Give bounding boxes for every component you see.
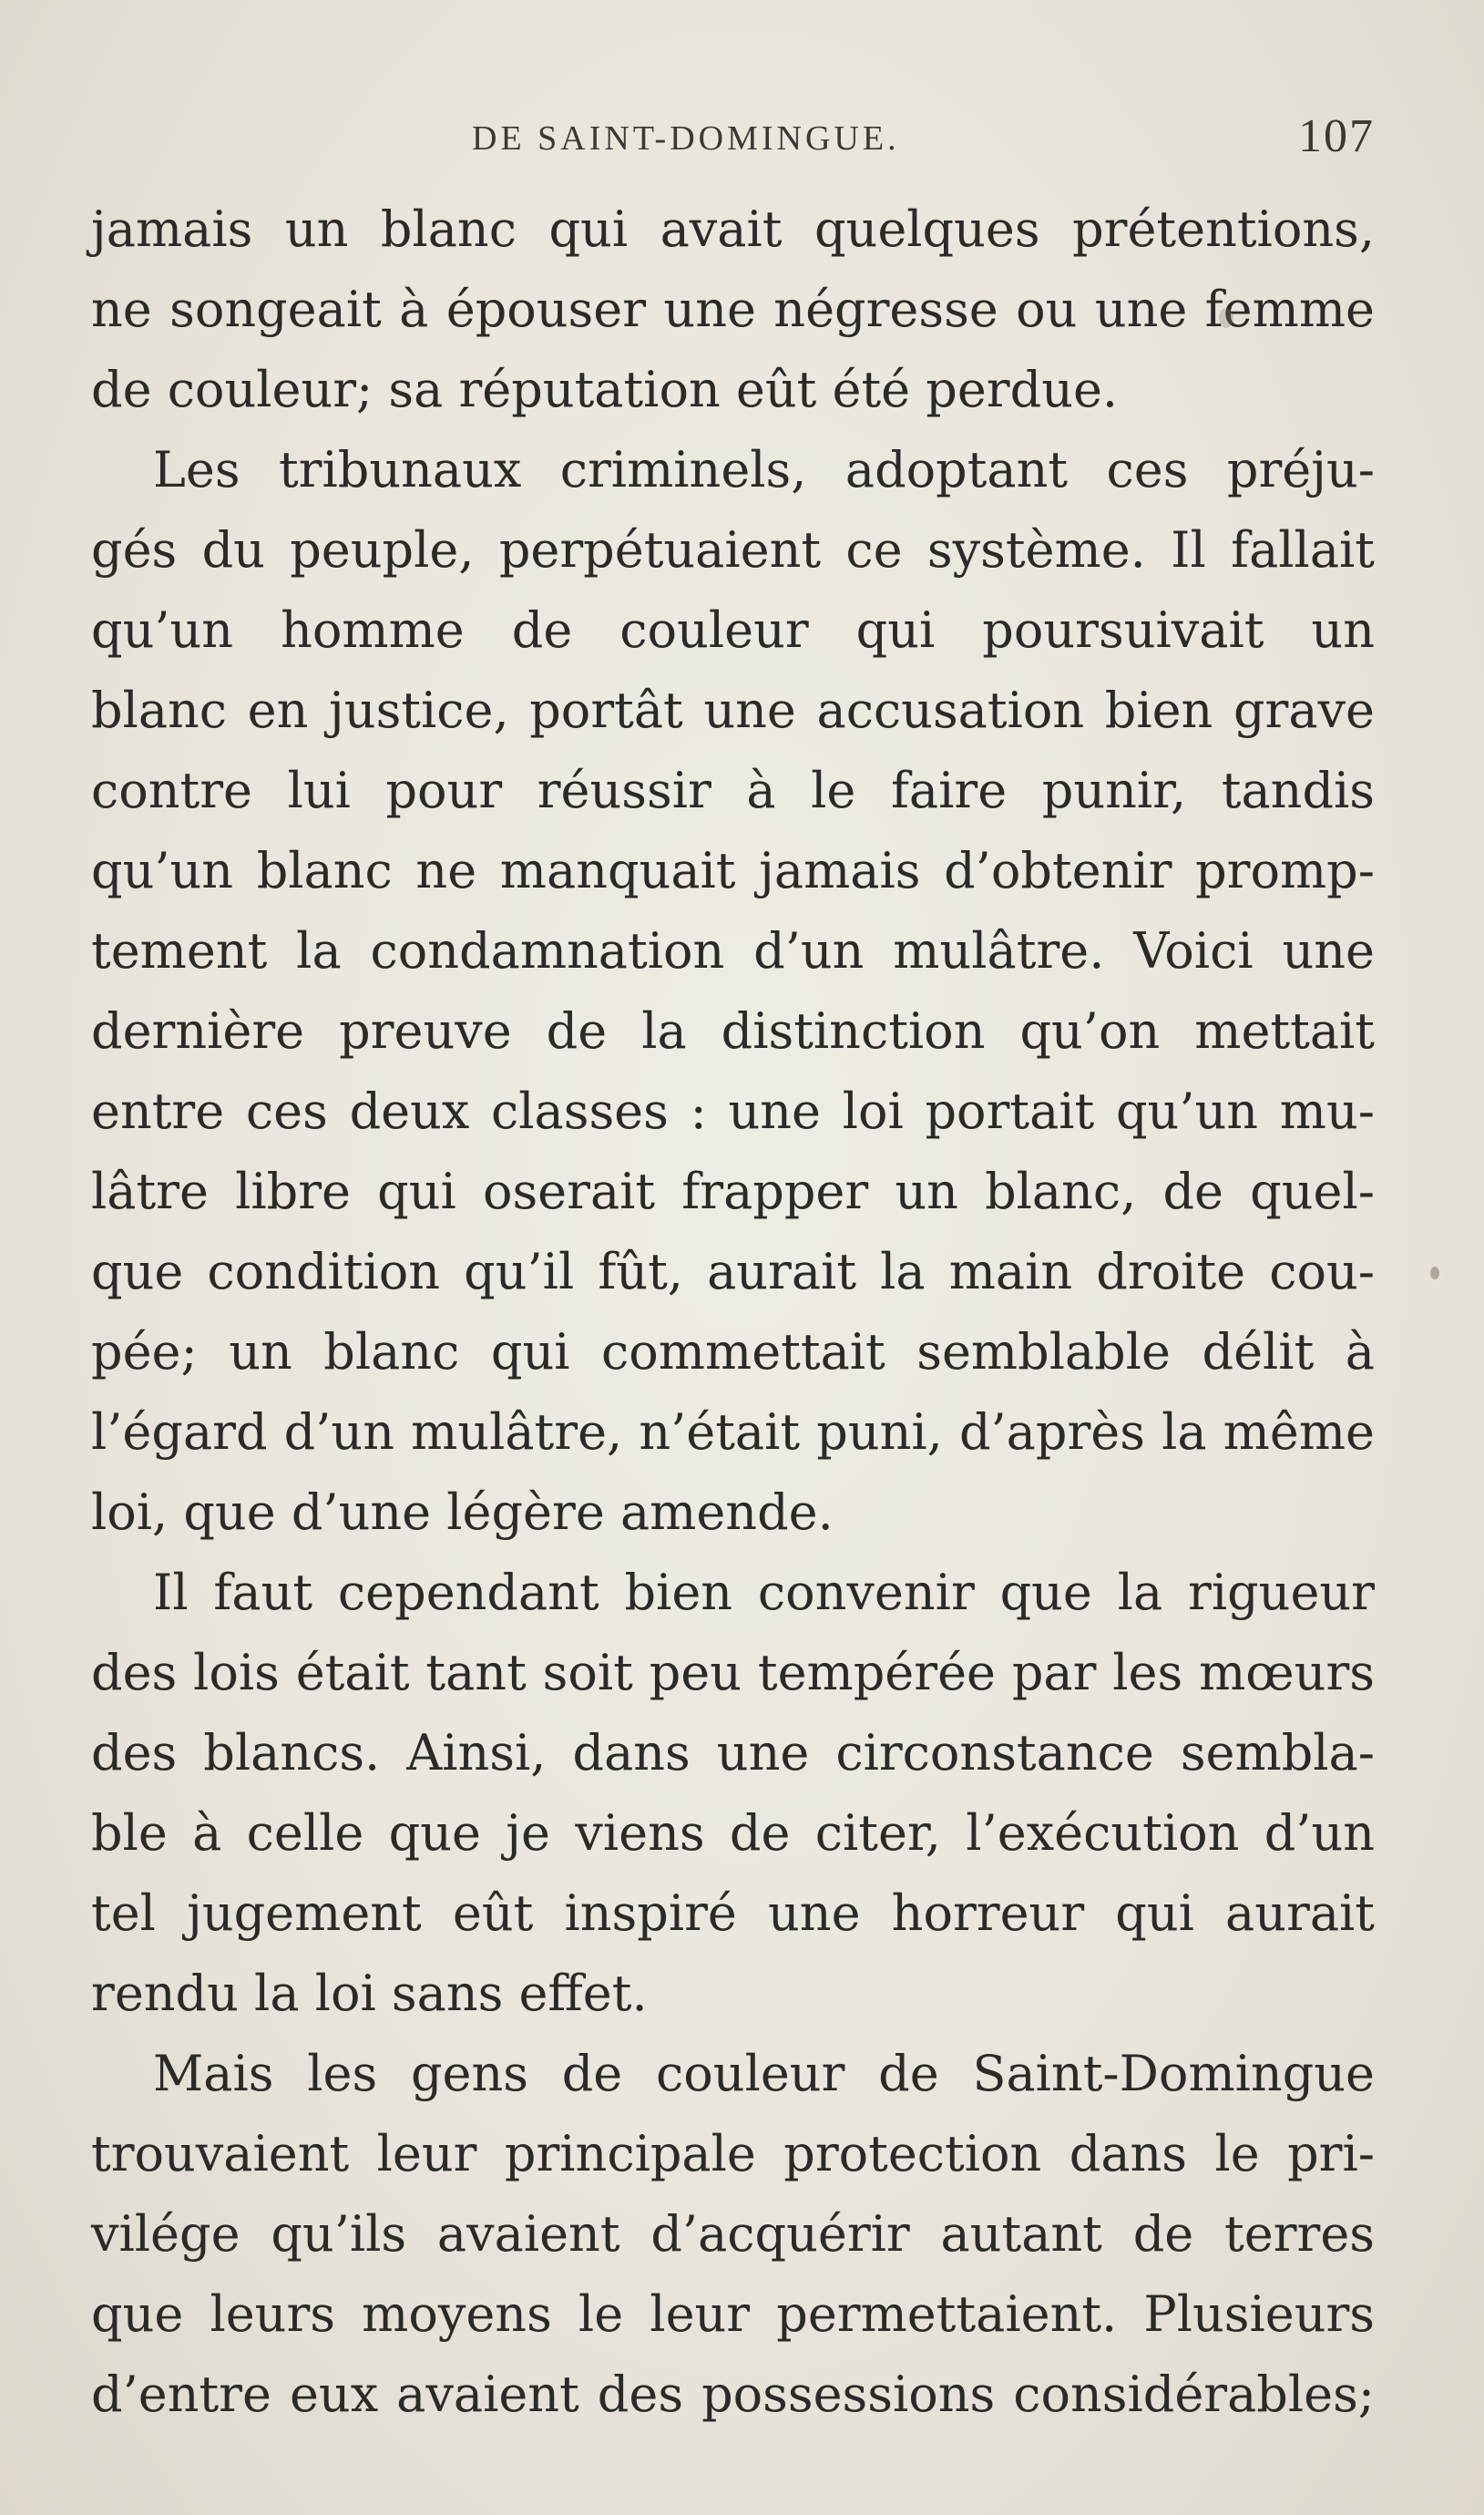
text-line: blanc en justice, portât une accusation bien grave [91,682,1375,739]
text-line: trouvaient leur principale protection dans le pri- [91,2125,1375,2182]
text-line: ne songeait à épouser une négresse ou une femme [91,281,1375,338]
paragraph-3 [91,1553,1375,2034]
text-line: de couleur; sa réputation eût été perdue. [91,361,1119,418]
text-line: Il faut cependant bien convenir que la rigueur [153,1564,1375,1621]
paper-spot [1430,1267,1439,1279]
text-line: jamais un blanc qui avait quelques prétentions, [91,200,1375,258]
paragraph-1 [91,190,1375,430]
text-line: vilége qu’ils avaient d’acquérir autant de terres [91,2205,1375,2263]
running-header [91,109,1375,182]
text-line: contre lui pour réussir à le faire punir, tandis [91,762,1375,819]
text-line: que condition qu’il fût, aurait la main droite cou- [91,1243,1375,1300]
text-line: tement la condamnation d’un mulâtre. Voici une [91,922,1375,980]
running-title: DE SAINT-DOMINGUE. [472,119,900,158]
paragraph-4 [91,2034,1375,2435]
text-line: lâtre libre qui oserait frapper un blanc, de quel- [91,1163,1375,1220]
body-text [91,190,1375,2435]
paper-stain [1219,308,1233,328]
text-line: Les tribunaux criminels, adoptant ces préju- [153,441,1375,498]
text-line: qu’un blanc ne manquait jamais d’obtenir promp- [91,842,1375,899]
paragraph-2 [91,430,1375,1553]
text-line: qu’un homme de couleur qui poursuivait un [91,601,1375,659]
text-line: des lois était tant soit peu tempérée par les mœurs [91,1644,1375,1701]
text-line: des blancs. Ainsi, dans une circonstance sembla- [91,1724,1375,1781]
text-line: entre ces deux classes : une loi portait qu’un mu- [91,1083,1375,1140]
text-line: pée; un blanc qui commettait semblable délit à [91,1323,1375,1381]
text-line: que leurs moyens le leur permettaient. Plusieurs [91,2285,1375,2343]
text-line: gés du peuple, perpétuaient ce système. Il fallait [91,521,1375,579]
text-line: d’entre eux avaient des possessions considérables; [91,2366,1375,2423]
text-line: l’égard d’un mulâtre, n’était puni, d’après la même [91,1403,1375,1461]
text-line: loi, que d’une légère amende. [91,1483,834,1541]
page-number: 107 [1298,110,1375,162]
text-line: Mais les gens de couleur de Saint-Domingue [153,2045,1375,2102]
text-line: rendu la loi sans effet. [91,1965,648,2022]
text-line: ble à celle que je viens de citer, l’exécution d’un [91,1804,1375,1862]
text-line: tel jugement eût inspiré une horreur qui aurait [91,1884,1375,1942]
text-line: dernière preuve de la distinction qu’on mettait [91,1002,1375,1060]
